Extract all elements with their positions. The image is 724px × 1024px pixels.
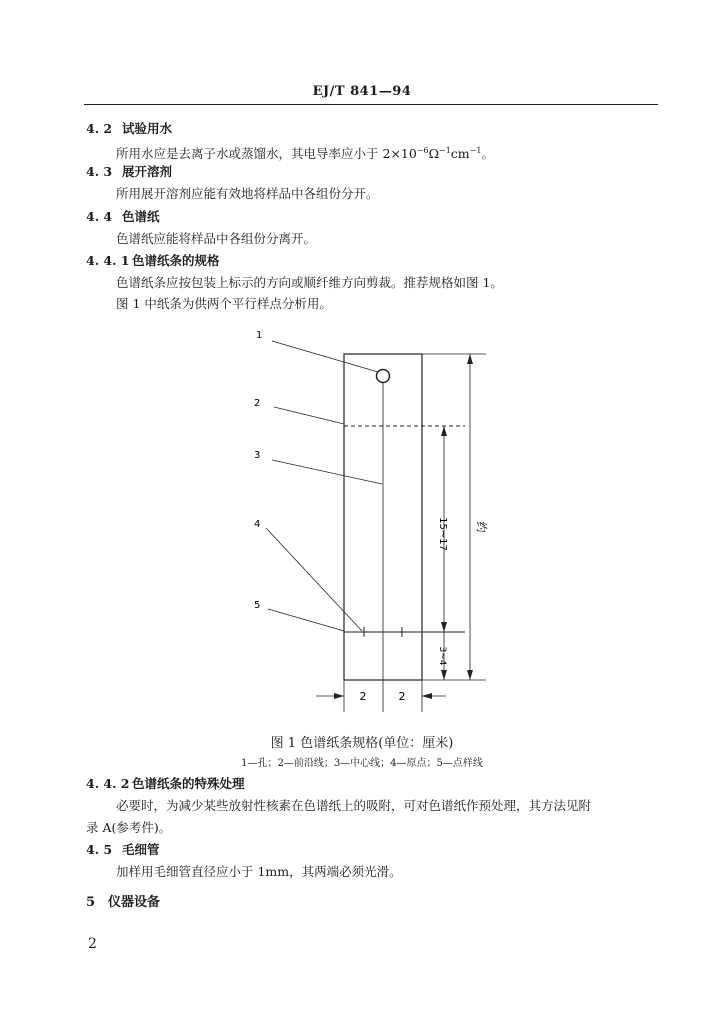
section-title: 色谱纸条的特殊处理: [132, 776, 245, 791]
section-number: 4. 2: [86, 121, 113, 136]
section-4-2-body: [116, 143, 494, 162]
middle-length-label: 15~17: [437, 517, 448, 551]
body-text: Ω: [428, 146, 439, 162]
width-right-label: 2: [398, 690, 406, 703]
body-text: 。: [481, 146, 494, 162]
page-number: 2: [88, 936, 97, 952]
section-number: 4. 4: [86, 209, 113, 224]
section-4-2-heading: [86, 121, 172, 137]
bottom-dimension-label: 3~4: [437, 646, 447, 666]
arrow-left: [422, 693, 432, 699]
arrow-up: [441, 426, 447, 436]
width-left-label: 2: [359, 690, 367, 703]
section-title: 毛细管: [122, 842, 160, 857]
section-4-4-1-body-2: 图 1 中纸条为供两个平行样点分析用。: [116, 296, 332, 311]
section-4-4-body: 色谱纸应能将样品中各组份分离开。: [116, 231, 317, 246]
arrow-down: [441, 622, 447, 632]
figure-legend: 1—孔；2—前沿线；3—中心线；4—原点；5—点样线: [241, 758, 483, 769]
arrow-down: [467, 670, 473, 680]
callout-4-label: 4: [254, 519, 261, 530]
arrow-right: [334, 693, 344, 699]
section-number: 4. 3: [86, 164, 113, 179]
section-4-4-heading: [86, 209, 160, 225]
section-title: 色谱纸条的规格: [132, 253, 220, 268]
section-4-5-heading: [86, 842, 160, 858]
section-number: 5: [86, 895, 96, 910]
callout-2-label: 2: [254, 398, 261, 409]
hole-circle: [377, 370, 390, 383]
section-number: 4. 4. 2: [86, 776, 130, 791]
figure-caption: 图 1 色谱纸条规格(单位：厘米): [270, 736, 454, 751]
callout-3-leader: [272, 460, 382, 484]
superscript: −6: [416, 146, 429, 155]
callout-1-leader: [272, 341, 378, 372]
superscript: −1: [469, 146, 482, 155]
header-rule: [84, 104, 658, 105]
total-length-label: 约: [475, 521, 488, 533]
superscript: −1: [438, 146, 451, 155]
section-4-4-2-heading: [86, 776, 245, 792]
figure-1-diagram: [0, 320, 724, 730]
callout-4-leader: [266, 528, 362, 631]
callout-2-leader: [274, 407, 344, 424]
section-title: 仪器设备: [108, 895, 161, 910]
arrow-up: [467, 354, 473, 364]
section-4-3-heading: [86, 164, 172, 180]
section-number: 4. 4. 1: [86, 253, 130, 268]
section-4-4-1-body-1: 色谱纸条应按包装上标示的方向或顺纤维方向剪裁。推荐规格如图 1。: [116, 275, 503, 290]
section-title: 色谱纸: [122, 209, 160, 224]
header-standard-code: EJ/T 841—94: [312, 84, 412, 99]
body-text: 所用水应是去离子水或蒸馏水，其电导率应小于 2×10: [116, 146, 417, 162]
callout-5-leader: [268, 609, 344, 631]
arrow-down: [441, 670, 447, 680]
section-number: 4. 5: [86, 842, 113, 857]
section-5-heading: [86, 895, 160, 911]
callout-5-label: 5: [254, 600, 261, 611]
section-title: 试验用水: [122, 121, 173, 136]
section-title: 展开溶剂: [122, 164, 173, 179]
section-4-4-2-body-2: 录 A(参考件)。: [86, 820, 172, 835]
callout-1-label: 1: [256, 330, 263, 341]
section-4-5-body: 加样用毛细管直径应小于 1mm，其两端必须光滑。: [116, 864, 402, 879]
callout-3-label: 3: [254, 450, 261, 461]
section-4-4-2-body-1: 必要时，为减少某些放射性核素在色谱纸上的吸附，可对色谱纸作预处理，其方法见附: [116, 798, 592, 813]
body-text: cm: [450, 146, 470, 162]
section-4-4-1-heading: [86, 253, 220, 269]
section-4-3-body: 所用展开溶剂应能有效地将样品中各组份分开。: [116, 186, 379, 201]
